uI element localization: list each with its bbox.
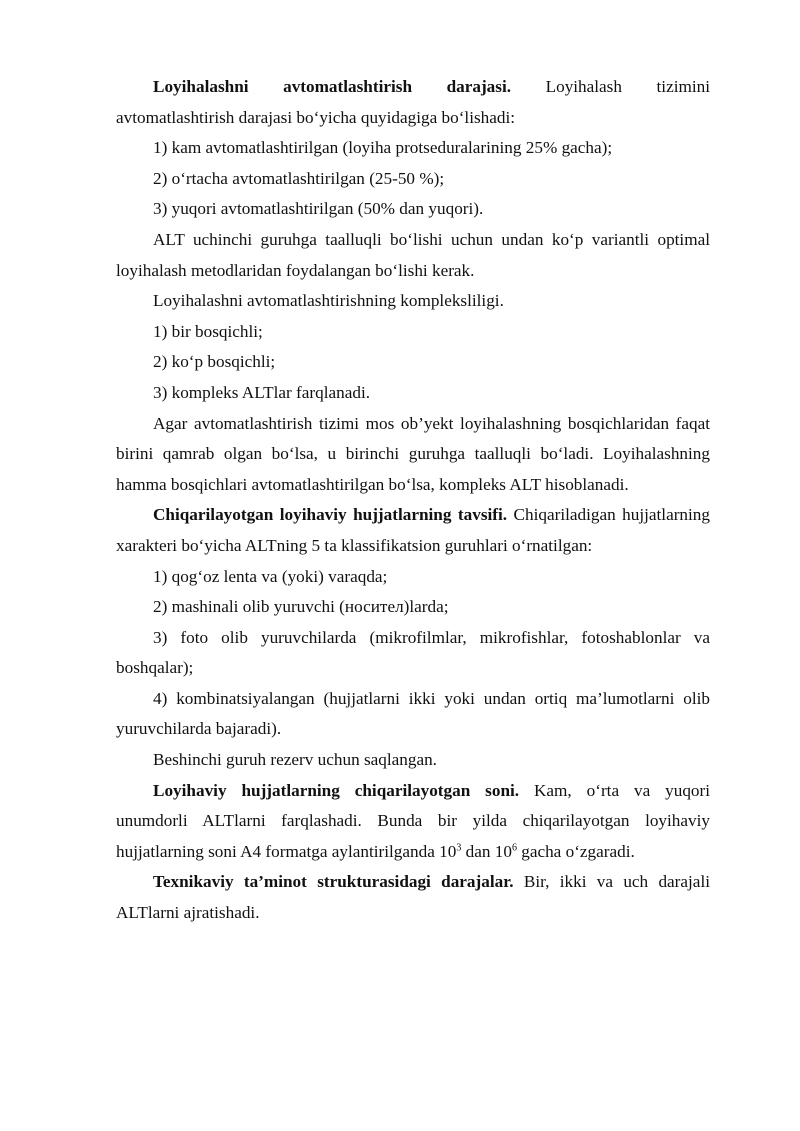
document-page xyxy=(116,72,710,929)
list-item: 1) qog‘oz lenta va (yoki) varaqda; xyxy=(153,566,388,586)
paragraph-stages: Agar avtomatlashtirish tizimi mos ob’yekt loyihalashning bosqichlaridan faqat birini qamrab olgan bo‘lsa, u birinchi guruhga taalluqli bo‘ladi. Loyihalashning hamma bosqichlari avtomatlashtirilgan bo‘lsa, kompleks ALT hisoblanadi. xyxy=(116,413,710,494)
list-item: 3) kompleks ALTlar farqlanadi. xyxy=(153,382,371,402)
section-heading: Loyihaviy hujjatlarning chiqarilayotgan soni. xyxy=(153,780,520,800)
superscript: 3 xyxy=(456,842,462,854)
paragraph-documents-count xyxy=(116,776,710,868)
paragraph-text: dan 10 xyxy=(461,841,512,861)
paragraph-alt-third-group: ALT uchinchi guruhga taalluqli bo‘lishi uchun undan ko‘p variantli optimal loyihalash metodlaridan foydalangan bo‘lishi kerak. xyxy=(116,229,710,280)
list-item: 2) o‘rtacha avtomatlashtirilgan (25-50 %); xyxy=(153,168,445,188)
paragraph-technical-levels xyxy=(116,867,710,928)
paragraph-text: gacha o‘zgaradi. xyxy=(516,841,635,861)
list-item: 1) bir bosqichli; xyxy=(153,321,263,341)
list-item: 1) kam avtomatlashtirilgan (loyiha protseduralarining 25% gacha); xyxy=(153,138,613,158)
list-item: 3) foto olib yuruvchilarda (mikrofilmlar, mikrofishlar, fotoshablonlar va boshqalar); xyxy=(116,627,710,678)
list-item: 4) kombinatsiyalangan (hujjatlarni ikki yoki undan ortiq ma’lumotlarni olib yuruvchilarda bajaradi). xyxy=(116,688,710,739)
list-item: 2) mashinali olib yuruvchi (носител)larda; xyxy=(153,597,449,617)
paragraph-text: Kam, o‘rta va yuqori unumdorli ALTlarni farqlashadi. Bunda bir yilda chiqarilayotgan loyihaviy hujjatlarning soni A4 formatga aylantirilganda 10 xyxy=(116,780,710,861)
paragraph-reserve: Beshinchi guruh rezerv uchun saqlangan. xyxy=(153,750,437,770)
paragraph-text: Loyihalash tizimini avtomatlashtirish darajasi bo‘yicha quyidagiga bo‘lishadi: xyxy=(116,77,711,127)
section-heading: Loyihalashni avtomatlashtirish darajasi. xyxy=(153,77,512,96)
superscript: 6 xyxy=(511,842,517,854)
paragraph-complexity: Loyihalashni avtomatlashtirishning kompleksliligi. xyxy=(153,291,504,311)
paragraph-text: Bir, ikki va uch darajali ALTlarni ajratishadi. xyxy=(116,872,710,923)
list-item: 2) ko‘p bosqichli; xyxy=(153,352,276,372)
paragraph-automation-level xyxy=(116,72,710,133)
paragraph-documents-description xyxy=(116,500,710,561)
section-heading: Chiqarilayotgan loyihaviy hujjatlarning tavsifi. xyxy=(153,505,508,525)
paragraph-text: Chiqariladigan hujjatlarning xarakteri bo‘yicha ALTning 5 ta klassifikatsion guruhlari o‘rnatilgan: xyxy=(116,505,710,555)
list-item: 3) yuqori avtomatlashtirilgan (50% dan yuqori). xyxy=(153,199,484,219)
section-heading: Texnikaviy ta’minot strukturasidagi darajalar. xyxy=(153,872,514,892)
